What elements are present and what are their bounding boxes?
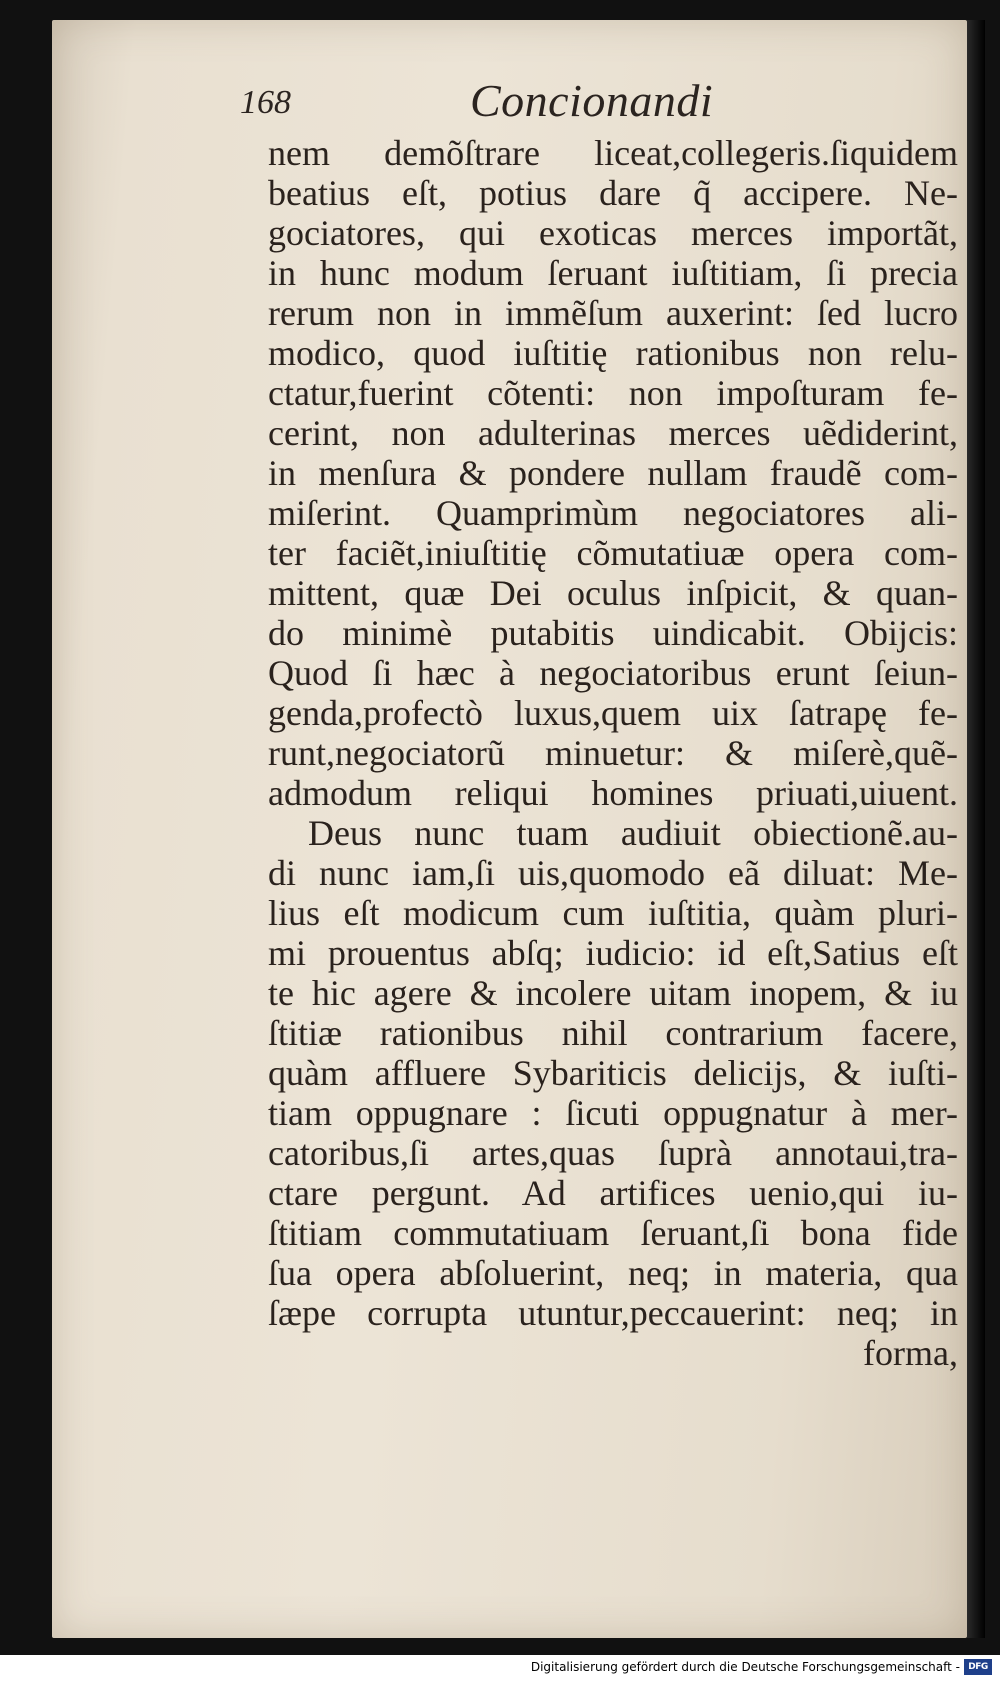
text-line: lius eſt modicum cum iuſtitia, quàm pluri- [268, 893, 958, 933]
text-line: admodum reliqui homines priuati,uiuent. [268, 773, 958, 813]
text-line: Quod ſi hæc à negociatoribus erunt ſeiun- [268, 653, 958, 693]
text-line: quàm affluere Sybariticis delicijs, & iuſti- [268, 1053, 958, 1093]
text-line: gociatores, qui exoticas merces importãt, [268, 213, 958, 253]
text-line: genda,profectò luxus,quem uix ſatrapę fe- [268, 693, 958, 733]
text-line: cerint, non adulterinas merces uẽdiderint, [268, 413, 958, 453]
page-header [240, 66, 780, 126]
text-line: ſtitiæ rationibus nihil contrarium facere, [268, 1013, 958, 1053]
text-line: ſtitiam commutatiuam ſeruant,ſi bona fide [268, 1213, 958, 1253]
dfg-logo: DFG [964, 1659, 992, 1675]
text-line: miſerint. Quamprimùm negociatores ali- [268, 493, 958, 533]
text-line: mittent, quæ Dei oculus inſpicit, & quan- [268, 573, 958, 613]
text-line: di nunc iam,ſi uis,quomodo eã diluat: Me- [268, 853, 958, 893]
page-edge [967, 20, 985, 1638]
body-text [268, 133, 968, 1373]
text-line: rerum non in immẽſum auxerint: ſed lucro [268, 293, 958, 333]
text-line: runt,negociatorũ minuetur: & miſerè,quẽ- [268, 733, 958, 773]
text-line: modico, quod iuſtitię rationibus non relu- [268, 333, 958, 373]
text-line: in hunc modum ſeruant iuſtitiam, ſi precia [268, 253, 958, 293]
text-line: catoribus,ſi artes,quas ſuprà annotaui,tra- [268, 1133, 958, 1173]
text-line: do minimè putabitis uindicabit. Obijcis: [268, 613, 958, 653]
funding-credit: Digitalisierung gefördert durch die Deutsche Forschungsgemeinschaft - [530, 1660, 960, 1674]
footer-bar [0, 1655, 1000, 1681]
catchword: forma, [863, 1333, 958, 1373]
text-line: mi prouentus abſq; iudicio: id eſt,Satius eſt [268, 933, 958, 973]
running-head: Concionandi [470, 75, 714, 126]
text-line: Deus nunc tuam audiuit obiectionẽ.au- [308, 813, 958, 853]
text-line: te hic agere & incolere uitam inopem, & iu [268, 973, 958, 1013]
text-line: nem demõſtrare liceat,collegeris.ſiquidem [268, 133, 958, 173]
text-line: ſua opera abſoluerint, neq; in materia, qua [268, 1253, 958, 1293]
text-line: tiam oppugnare : ſicuti oppugnatur à mer- [268, 1093, 958, 1133]
text-line: ter faciẽt,iniuſtitię cõmutatiuæ opera com- [268, 533, 958, 573]
text-line: ctare pergunt. Ad artifices uenio,qui iu- [268, 1173, 958, 1213]
text-line: in menſura & pondere nullam fraudẽ com- [268, 453, 958, 493]
text-line: ctatur,fuerint cõtenti: non impoſturam fe- [268, 373, 958, 413]
text-line: ſæpe corrupta utuntur,peccauerint: neq; in [268, 1293, 958, 1333]
page-number: 168 [240, 84, 291, 121]
text-line: beatius eſt, potius dare q̃ accipere. Ne- [268, 173, 958, 213]
